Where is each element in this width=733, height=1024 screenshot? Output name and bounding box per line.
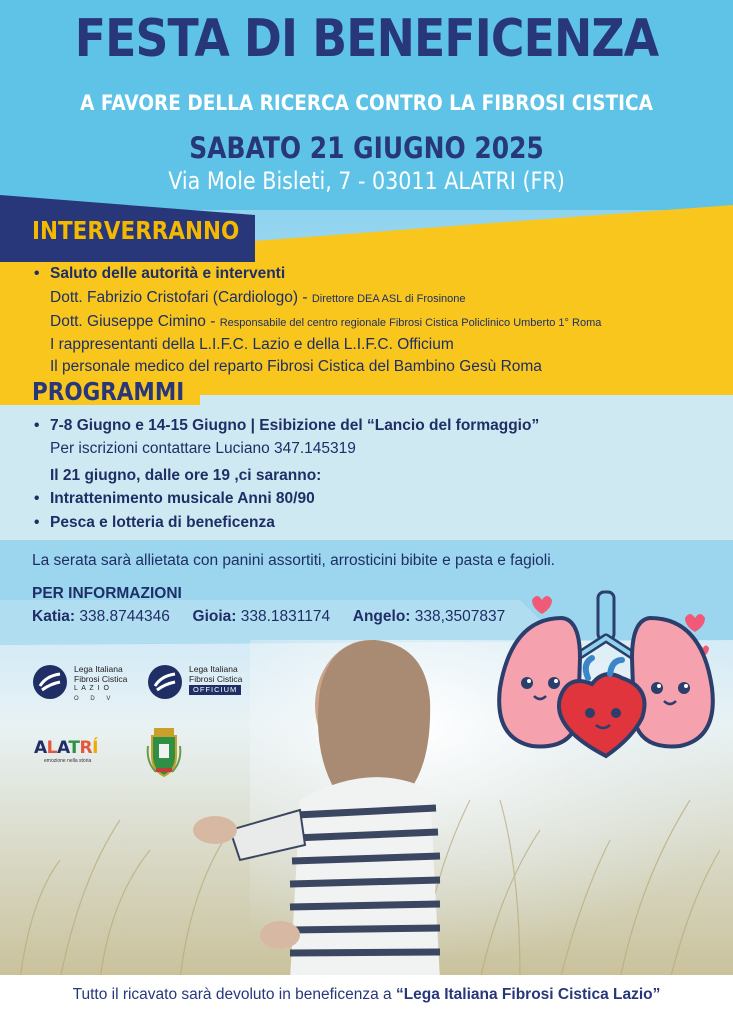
programmi-heading: PROGRAMMI	[32, 377, 185, 406]
program-item: • Pesca e lotteria di beneficenza	[50, 511, 275, 534]
speaker-item: • Saluto delle autorità e interventi	[50, 262, 285, 285]
speaker-item: I rappresentanti della L.I.F.C. Lazio e della L.I.F.C. Officium	[50, 336, 454, 353]
program-item: • 7-8 Giugno e 14-15 Giugno | Esibizione del “Lancio del formaggio”	[50, 414, 539, 437]
june21-intro: Il 21 giugno, dalle ore 19 ,ci saranno:	[50, 467, 322, 484]
info-heading: PER INFORMAZIONI	[32, 585, 182, 602]
contact-list	[32, 605, 505, 628]
lifc-officium-logo	[147, 664, 257, 700]
speaker-item: Dott. Fabrizio Cristofari (Cardiologo) - Direttore DEA ASL di Frosinone	[50, 289, 466, 306]
alatri-wordmark: ALATRÍ	[34, 738, 98, 758]
lungs-heart-illustration	[492, 588, 720, 778]
lifc-lazio-logo	[32, 664, 142, 704]
footer-note: Tutto il ricavato sarà devoluto in beneficenza a “Lega Italiana Fibrosi Cistica Lazio”	[72, 986, 661, 1003]
alatri-logo	[34, 738, 98, 764]
logo-line: Fibrosi Cistica	[74, 674, 128, 684]
logo-line: L A Z I O	[74, 685, 110, 692]
logo-line: Lega Italiana	[74, 664, 123, 674]
logo-line: Lega Italiana	[189, 664, 238, 674]
interverranno-heading: INTERVERRANNO	[32, 216, 240, 245]
coat-of-arms-icon	[144, 726, 184, 778]
event-address: Via Mole Bisleti, 7 - 03011 ALATRI (FR)	[168, 167, 565, 195]
logo-line: O D V	[74, 696, 116, 702]
event-subtitle: A FAVORE DELLA RICERCA CONTRO LA FIBROSI CISTICA	[80, 91, 653, 115]
officium-tag: OFFICIUM	[189, 685, 241, 695]
lifc-logo-icon	[147, 664, 183, 700]
logo-line: Fibrosi Cistica	[189, 674, 243, 684]
contact-gioia: Gioia: 338.1831174	[192, 608, 331, 625]
speaker-item: Dott. Giuseppe Cimino - Responsabile del centro regionale Fibrosi Cistica Policlinico Umberto 1° Roma	[50, 313, 602, 330]
event-date: SABATO 21 GIUGNO 2025	[189, 131, 544, 165]
alatri-tagline: emozione nella storia	[44, 758, 92, 764]
food-note: La serata sarà allietata con panini assortiti, arrosticini bibite e pasta e fagioli.	[32, 552, 555, 569]
program-item: • Intrattenimento musicale Anni 80/90	[50, 487, 315, 510]
speaker-item: Il personale medico del reparto Fibrosi Cistica del Bambino Gesù Roma	[50, 358, 542, 375]
program-note: Per iscrizioni contattare Luciano 347.145319	[50, 440, 356, 457]
contact-katia: Katia: 338.8744346	[32, 608, 170, 625]
contact-angelo: Angelo: 338,3507837	[352, 608, 506, 625]
event-title: FESTA DI BENEFICENZA	[74, 9, 659, 69]
lifc-logo-icon	[32, 664, 68, 700]
